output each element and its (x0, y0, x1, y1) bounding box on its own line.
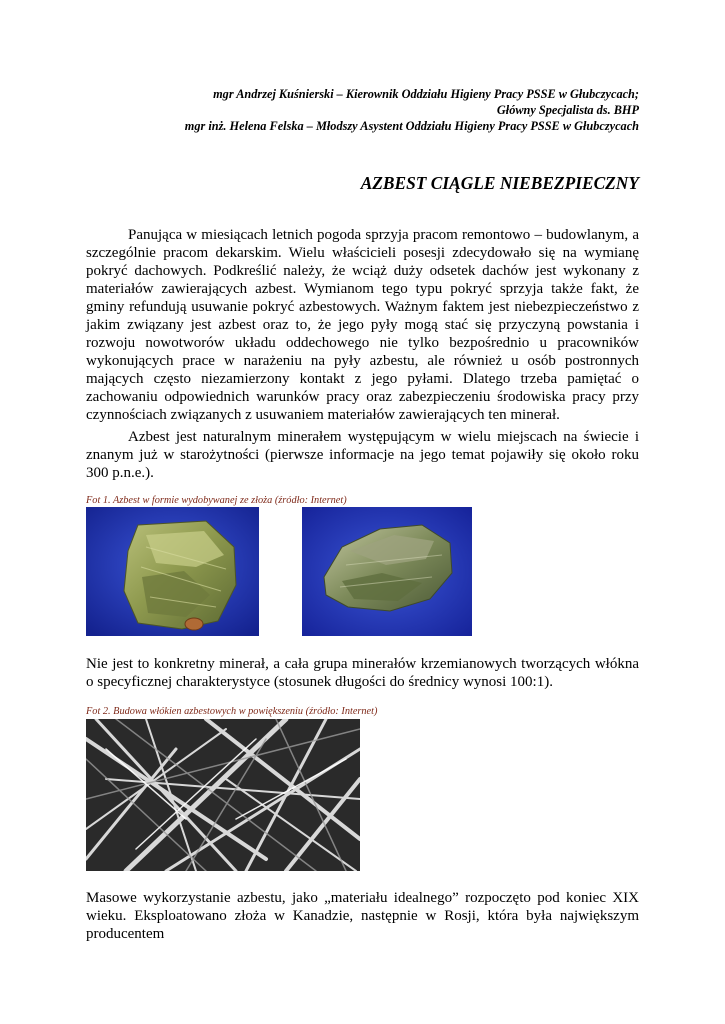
author-line-1: mgr Andrzej Kuśnierski – Kierownik Oddziału Higieny Pracy PSSE w Głubczycach; (213, 87, 639, 101)
caption-photo-2: Fot 2. Budowa włókien azbestowych w powiększeniu (źródło: Internet) (86, 706, 378, 717)
article-title: AZBEST CIĄGLE NIEBEZPIECZNY (360, 173, 639, 193)
caption-photo-1: Fot 1. Azbest w formie wydobywanej ze złoża (źródło: Internet) (86, 495, 347, 506)
paragraph-1: Panująca w miesiącach letnich pogoda sprzyja pracom remontowo – budowlanym, a szczególnie pracom dekarskim. Wielu właścicieli posesji zdecydowało się na wymianę pokryć dachowych. Podkreślić należy, że wciąż duży odsetek dachów jest wykonany z materiałów zawierających azbest. Wymianom tego typu pokryć sprzyja także fakt, że gminy refundują usuwanie pokryć azbestowych. Ważnym faktem jest niebezpieczeństwo z jakim związany jest azbest oraz to, że jego pyły mogą stać się przyczyną powstania i rozwoju nowotworów układu oddechowego nie tylko bezpośrednio u pracowników wykonujących prace w narażeniu na pyły azbestu, ale również u osób postronnych mających często niezamierzony kontakt z jego pyłami. Dlatego trzeba pamiętać o zachowaniu odpowiednich warunków pracy oraz zabezpieczeniu środowiska pracy przy czynnościach związanych z usuwaniem materiałów zawierających ten minerał. (86, 227, 639, 423)
asbestos-rock-photo-1 (86, 507, 259, 636)
author-line-2: Główny Specjalista ds. BHP (496, 103, 639, 117)
asbestos-rock-photo-2 (302, 507, 472, 636)
asbestos-fibers-micrograph (86, 719, 360, 871)
paragraph-4: Masowe wykorzystanie azbestu, jako „materiału idealnego” rozpoczęto pod koniec XIX wieku. Eksploatowano złoża w Kanadzie, następnie w Rosji, która była największym producentem (86, 890, 639, 942)
paragraph-3: Nie jest to konkretny minerał, a cała grupa minerałów krzemianowych tworzących włókna o specyficznej charakterystyce (stosunek długości do średnicy wynosi 100:1). (86, 656, 639, 690)
author-line-3: mgr inż. Helena Felska – Młodszy Asystent Oddziału Higieny Pracy PSSE w Głubczycach (184, 119, 639, 133)
author-block (86, 86, 639, 134)
paragraph-2: Azbest jest naturalnym minerałem występującym w wielu miejscach na świecie i znanym już w starożytności (pierwsze informacje na jego temat pojawiły się około roku 300 p.n.e.). (86, 429, 639, 481)
